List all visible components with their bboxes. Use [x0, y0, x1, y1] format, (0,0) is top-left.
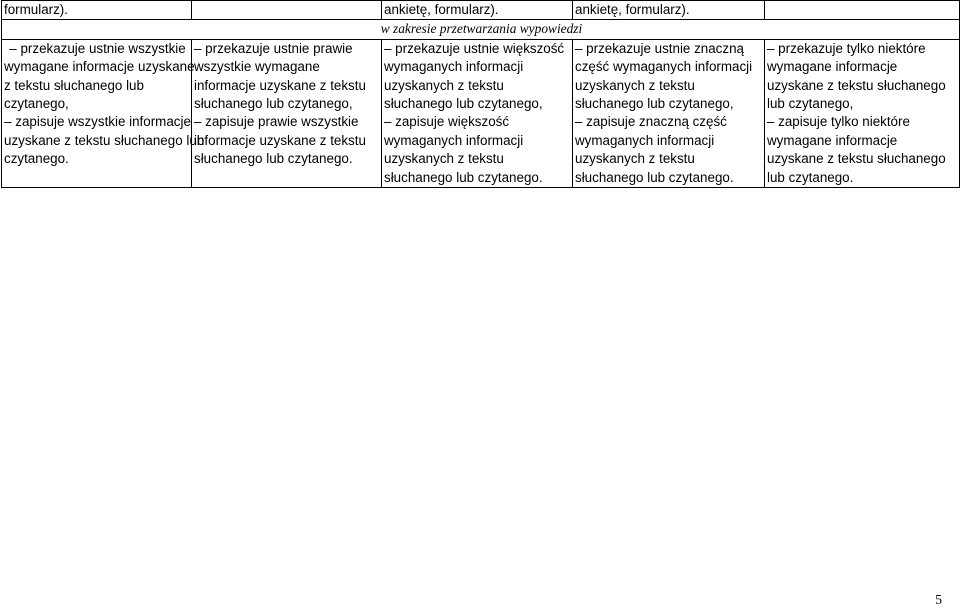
criteria-line: uzyskanych z tekstu [575, 77, 695, 93]
criteria-cell-3 [382, 39, 573, 187]
criteria-line: słuchanego lub czytanego. [384, 169, 543, 185]
criteria-table [1, 0, 960, 188]
page-number: 5 [935, 592, 942, 607]
criteria-line: – zapisuje tylko niektóre [767, 114, 910, 130]
criteria-line: wymagane informacje [767, 132, 898, 148]
criteria-line: wymagane informacje [767, 59, 898, 75]
criteria-line: informacje uzyskane z tekstu [194, 132, 366, 148]
criteria-line: z tekstu słuchanego lub [4, 77, 144, 93]
criteria-line: słuchanego lub czytanego. [575, 169, 734, 185]
criteria-line: uzyskane z tekstu słuchanego lub [4, 132, 205, 148]
criteria-line: czytanego, [4, 96, 69, 112]
criteria-line: wymaganych informacji [575, 132, 715, 148]
continuation-cell-3: ankietę, formularz). [382, 1, 573, 20]
criteria-line: słuchanego lub czytanego, [575, 96, 734, 112]
criteria-line: wymaganych informacji [384, 59, 524, 75]
criteria-cell-2 [192, 39, 382, 187]
criteria-line: uzyskanych z tekstu [384, 151, 504, 167]
criteria-cell-5 [765, 39, 960, 187]
continuation-cell-2 [192, 1, 382, 20]
criteria-line: lub czytanego, [767, 96, 854, 112]
criteria-line: – przekazuje ustnie znaczną [575, 40, 744, 56]
continuation-row [2, 1, 960, 20]
criteria-line: uzyskane z tekstu słuchanego [767, 151, 946, 167]
criteria-cell-1 [2, 39, 205, 187]
criteria-line: uzyskane z tekstu słuchanego [767, 77, 946, 93]
criteria-line: część wymaganych informacji [575, 59, 753, 75]
criteria-line: lub czytanego. [767, 169, 854, 185]
section-title: w zakresie przetwarzania wypowiedzi [2, 20, 960, 39]
criteria-line: uzyskanych z tekstu [575, 151, 695, 167]
criteria-line: czytanego. [4, 151, 69, 167]
criteria-line: informacje uzyskane z tekstu [194, 77, 366, 93]
criteria-line: słuchanego lub czytanego, [384, 96, 543, 112]
criteria-line: – zapisuje wszystkie informacje [4, 114, 191, 130]
criteria-line: – zapisuje prawie wszystkie [194, 114, 359, 130]
criteria-line: – przekazuje tylko niektóre [767, 40, 926, 56]
criteria-cell-4 [573, 39, 765, 187]
criteria-line: – przekazuje ustnie większość [384, 40, 565, 56]
criteria-line: uzyskanych z tekstu [384, 77, 504, 93]
criteria-line: wymagane informacje uzyskane [4, 59, 195, 75]
continuation-cell-1: formularz). [2, 1, 192, 20]
criteria-line: wymaganych informacji [384, 132, 524, 148]
criteria-line: – zapisuje znaczną część [575, 114, 727, 130]
criteria-line: słuchanego lub czytanego, [194, 96, 353, 112]
criteria-line: słuchanego lub czytanego. [194, 151, 353, 167]
criteria-line: – zapisuje większość [384, 114, 510, 130]
criteria-line: – przekazuje ustnie prawie [194, 40, 353, 56]
criteria-line: – przekazuje ustnie wszystkie [9, 40, 186, 56]
criteria-row [2, 39, 960, 187]
continuation-cell-4: ankietę, formularz). [573, 1, 765, 20]
continuation-cell-5 [765, 1, 960, 20]
criteria-line: wszystkie wymagane [194, 59, 320, 75]
section-row [2, 20, 960, 39]
